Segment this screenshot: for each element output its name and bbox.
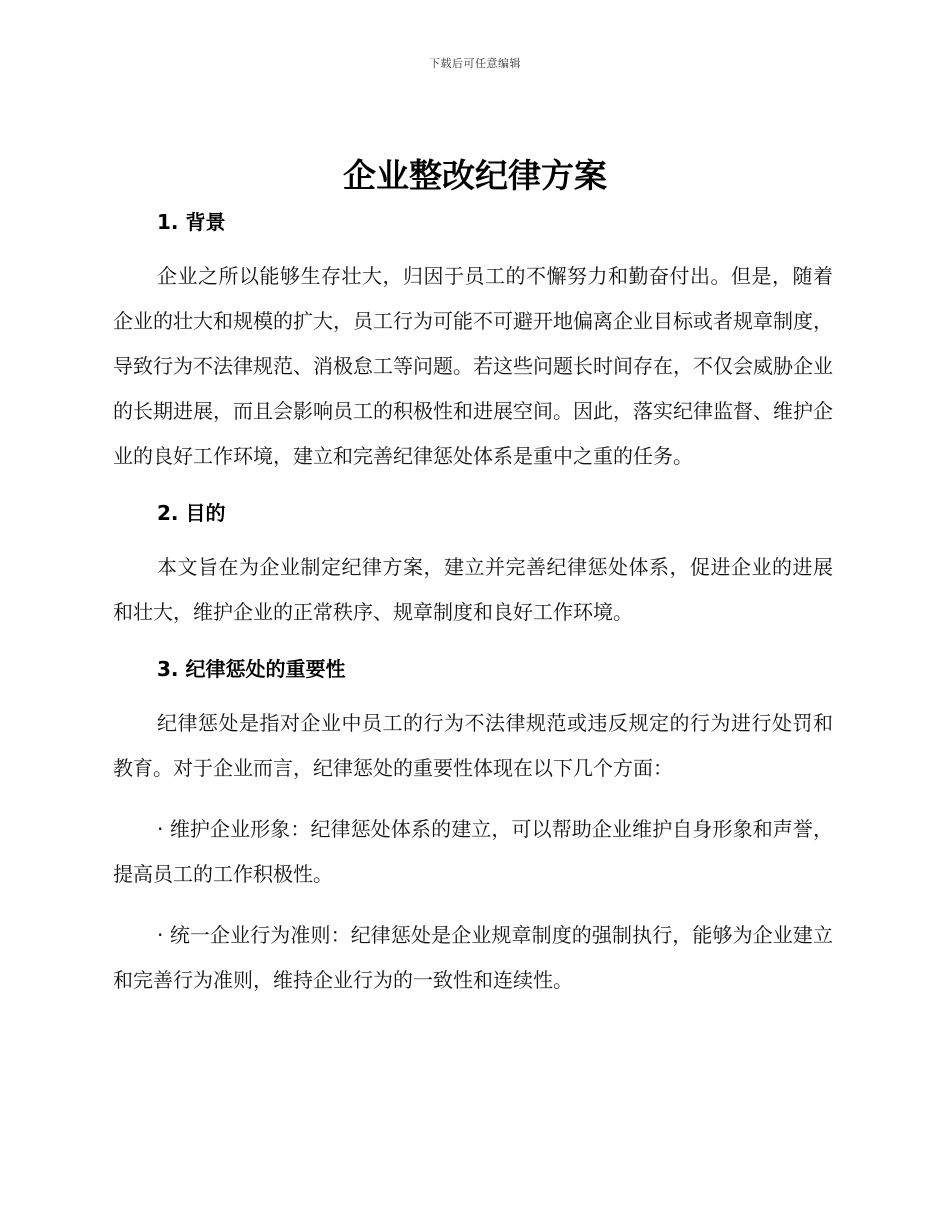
paragraph-importance-intro: 纪律惩处是指对企业中员工的行为不法律规范或违反规定的行为进行处罚和教育。对于企业而言，纪律惩处的重要性体现在以下几个方面： (113, 711, 833, 780)
section-heading-importance: 3. 纪律惩处的重要性 (157, 657, 346, 681)
paragraph-purpose: 本文旨在为企业制定纪律方案，建立并完善纪律惩处体系，促进企业的进展和壮大，维护企业的正常秩序、规章制度和良好工作环境。 (113, 555, 833, 624)
running-header: 下载后可任意编辑 (429, 57, 521, 70)
bullet-item-corporate-image: · 维护企业形象：纪律惩处体系的建立，可以帮助企业维护自身形象和声誉，提高员工的工作积极性。 (113, 817, 833, 886)
document-body (113, 204, 833, 1003)
bullet-item-unified-conduct: · 统一企业行为准则：纪律惩处是企业规章制度的强制执行，能够为企业建立和完善行为准则，维持企业行为的一致性和连续性。 (113, 923, 833, 992)
document-title: 企业整改纪律方案 (343, 156, 607, 195)
section-heading-background: 1. 背景 (157, 210, 226, 234)
section-heading-purpose: 2. 目的 (157, 501, 226, 525)
paragraph-background: 企业之所以能够生存壮大，归因于员工的不懈努力和勤奋付出。但是，随着企业的壮大和规模的扩大，员工行为可能不可避开地偏离企业目标或者规章制度，导致行为不法律规范、消极怠工等问题。若这些问题长时间存在，不仅会威胁企业的长期进展，而且会影响员工的积极性和进展空间。因此，落实纪律监督、维护企业的良好工作环境，建立和完善纪律惩处体系是重中之重的任务。 (113, 264, 833, 468)
